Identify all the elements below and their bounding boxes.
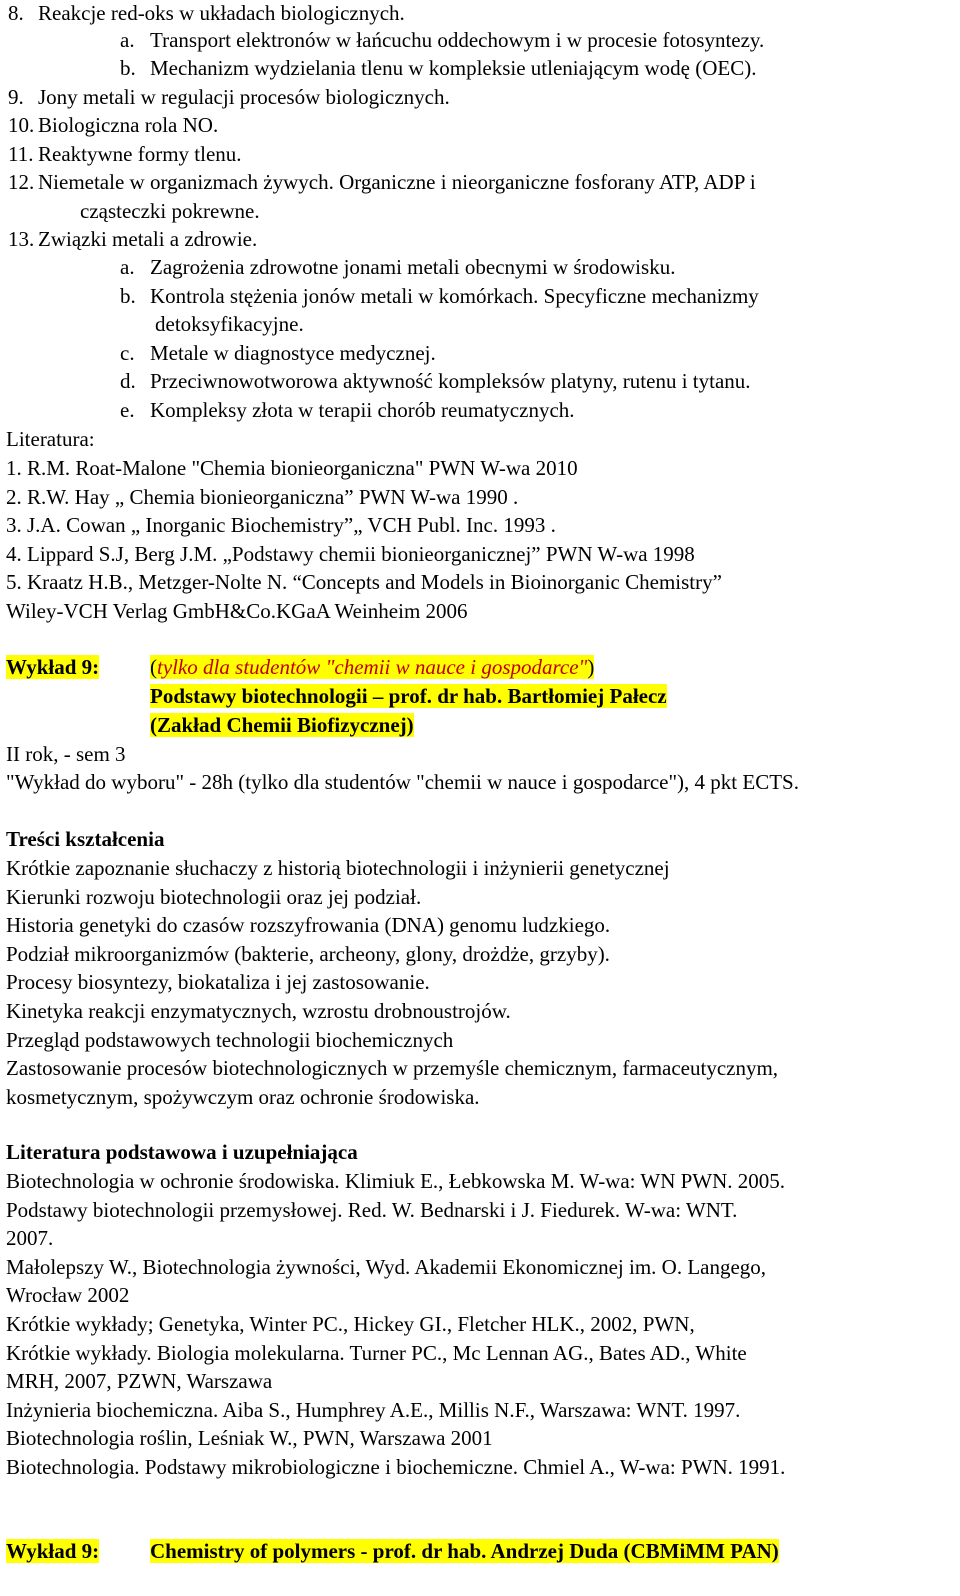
lit2-item: Biotechnologia w ochronie środowiska. Klimiuk E., Łebkowska M. W-wa: WN PWN. 2005.	[6, 1169, 786, 1193]
topic-item	[120, 397, 575, 423]
topic-item-continuation: cząsteczki pokrewne.	[80, 199, 260, 223]
item-text: Przeciwnowotworowa aktywność kompleksów platyny, rutenu i tytanu.	[150, 369, 751, 393]
lit2-item: Wrocław 2002	[6, 1283, 130, 1308]
literatura-item: 4. Lippard S.J, Berg J.M. „Podstawy chemii bionieorganicznej” PWN W-wa 1998	[6, 541, 695, 566]
tresci-item: Krótkie zapoznanie słuchaczy z historią biotechnologii i inżynierii genetycznej	[6, 856, 670, 880]
topic-item	[120, 340, 436, 366]
literatura-item: Wiley-VCH Verlag GmbH&Co.KGaA Weinheim 2006	[6, 599, 468, 623]
lit2-item: 2007.	[6, 1226, 54, 1251]
lecture9-year: II rok, - sem 3	[6, 742, 126, 766]
lecture9-title-text: Podstawy biotechnologii – prof. dr hab. Bartłomiej Pałecz	[150, 684, 667, 708]
item-text: Kontrola stężenia jonów metali w komórkach. Specyficzne mechanizmy	[150, 284, 759, 308]
item-number: b.	[120, 284, 136, 308]
topic-item	[8, 112, 218, 138]
lecture9-note-text: tylko dla studentów "chemii w nauce i gospodarce"	[157, 655, 588, 679]
item-text: Mechanizm wydzielania tlenu w kompleksie utleniającym wodę (OEC).	[150, 56, 757, 80]
lecture9b-label	[6, 1538, 99, 1564]
tresci-item: Historia genetyki do czasów rozszyfrowania (DNA) genomu ludzkiego.	[6, 913, 611, 938]
item-text: Biologiczna rola NO.	[38, 113, 219, 137]
lecture9b-label-text: Wykład 9:	[6, 1539, 100, 1563]
lecture9-note-open: (	[150, 655, 157, 679]
lecture9-note	[150, 654, 594, 680]
lecture9b-title-text: Chemistry of polymers - prof. dr hab. Andrzej Duda (CBMiMM PAN)	[150, 1539, 779, 1563]
item-text: Niemetale w organizmach żywych. Organiczne i nieorganiczne fosforany ATP, ADP i	[38, 170, 756, 194]
literatura-podstawowa-heading: Literatura podstawowa i uzupełniająca	[6, 1140, 358, 1164]
item-number: a.	[120, 255, 135, 279]
item-number: 11.	[8, 142, 34, 166]
lecture9-label	[6, 654, 99, 680]
literatura-item: 5. Kraatz H.B., Metzger-Nolte N. “Concepts and Models in Bioinorganic Chemistry”	[6, 570, 722, 595]
literatura-item: 3. J.A. Cowan „ Inorganic Biochemistry”„ VCH Publ. Inc. 1993 .	[6, 513, 556, 538]
literatura-label: Literatura:	[6, 427, 95, 451]
lit2-item: Małolepszy W., Biotechnologia żywności, Wyd. Akademii Ekonomicznej im. O. Langego,	[6, 1254, 767, 1279]
item-text: Zagrożenia zdrowotne jonami metali obecnymi w środowisku.	[150, 255, 676, 279]
lit2-item: Inżynieria biochemiczna. Aiba S., Humphrey A.E., Millis N.F., Warszawa: WNT. 1997.	[6, 1397, 741, 1422]
item-text: Transport elektronów w łańcuchu oddechowym i w procesie fotosyntezy.	[150, 28, 765, 52]
tresci-item: Zastosowanie procesów biotechnologicznych w przemyśle chemicznym, farmaceutycznym,	[6, 1056, 779, 1081]
item-number: 8.	[8, 1, 24, 25]
lecture9-dept-text: (Zakład Chemii Biofizycznej)	[150, 713, 414, 737]
lecture9-label-text: Wykład 9:	[6, 655, 100, 679]
topic-item	[8, 226, 257, 252]
tresci-item: Procesy biosyntezy, biokataliza i jej zastosowanie.	[6, 970, 430, 995]
topic-item-continuation: detoksyfikacyjne.	[155, 312, 304, 336]
item-number: a.	[120, 28, 135, 52]
topic-item	[120, 283, 759, 309]
item-number: 12.	[8, 170, 35, 194]
tresci-item: Kierunki rozwoju biotechnologii oraz jej podział.	[6, 884, 422, 909]
item-text: Jony metali w regulacji procesów biologicznych.	[38, 85, 450, 109]
topic-item	[8, 169, 756, 195]
tresci-item: kosmetycznym, spożywczym oraz ochronie środowiska.	[6, 1084, 480, 1109]
item-text: Kompleksy złota w terapii chorób reumatycznych.	[150, 398, 575, 422]
lit2-item: Biotechnologia roślin, Leśniak W., PWN, Warszawa 2001	[6, 1426, 493, 1451]
item-text: Związki metali a zdrowie.	[38, 227, 258, 251]
lecture9-title	[150, 683, 667, 709]
tresci-item: Przegląd podstawowych technologii biochemicznych	[6, 1027, 454, 1052]
lit2-item: Krótkie wykłady; Genetyka, Winter PC., Hickey GI., Fletcher HLK., 2002, PWN,	[6, 1312, 695, 1336]
item-number: d.	[120, 369, 136, 393]
lecture9-note-highlight	[150, 655, 594, 679]
lecture9b-title	[150, 1538, 779, 1564]
topic-item	[120, 27, 764, 53]
lecture9-info: "Wykład do wyboru" - 28h (tylko dla studentów "chemii w nauce i gospodarce"), 4 pkt ECTS.	[6, 770, 799, 794]
literatura-item: 1. R.M. Roat-Malone "Chemia bionieorganiczna" PWN W-wa 2010	[6, 456, 578, 480]
item-text: Reakcje red-oks w układach biologicznych.	[38, 1, 405, 25]
item-number: b.	[120, 56, 136, 80]
lit2-item: Biotechnologia. Podstawy mikrobiologiczne i biochemiczne. Chmiel A., W-wa: PWN. 1991.	[6, 1455, 786, 1479]
topic-item	[8, 84, 450, 110]
item-number: 13.	[8, 227, 35, 251]
topic-item	[120, 254, 675, 280]
item-number: 10.	[8, 113, 35, 137]
lit2-item: MRH, 2007, PZWN, Warszawa	[6, 1369, 273, 1394]
tresci-item: Kinetyka reakcji enzymatycznych, wzrostu drobnoustrojów.	[6, 999, 511, 1023]
topic-item	[8, 141, 242, 167]
item-text: Reaktywne formy tlenu.	[38, 142, 242, 166]
item-text: Metale w diagnostyce medycznej.	[150, 341, 436, 365]
lecture9-dept	[150, 712, 414, 738]
lit2-item: Podstawy biotechnologii przemysłowej. Red. W. Bednarski i J. Fiedurek. W-wa: WNT.	[6, 1197, 738, 1222]
literatura-item: 2. R.W. Hay „ Chemia bionieorganiczna” PWN W-wa 1990 .	[6, 484, 519, 509]
item-number: e.	[120, 398, 135, 422]
lit2-item: Krótkie wykłady. Biologia molekularna. Turner PC., Mc Lennan AG., Bates AD., White	[6, 1340, 747, 1365]
topic-item	[120, 55, 756, 81]
item-number: 9.	[8, 85, 24, 109]
tresci-heading: Treści kształcenia	[6, 827, 165, 851]
tresci-item: Podział mikroorganizmów (bakterie, archeony, glony, drożdże, grzyby).	[6, 941, 610, 966]
lecture9-note-close: )	[587, 655, 595, 679]
topic-item	[120, 368, 751, 394]
item-number: c.	[120, 341, 135, 365]
topic-item	[8, 0, 405, 26]
